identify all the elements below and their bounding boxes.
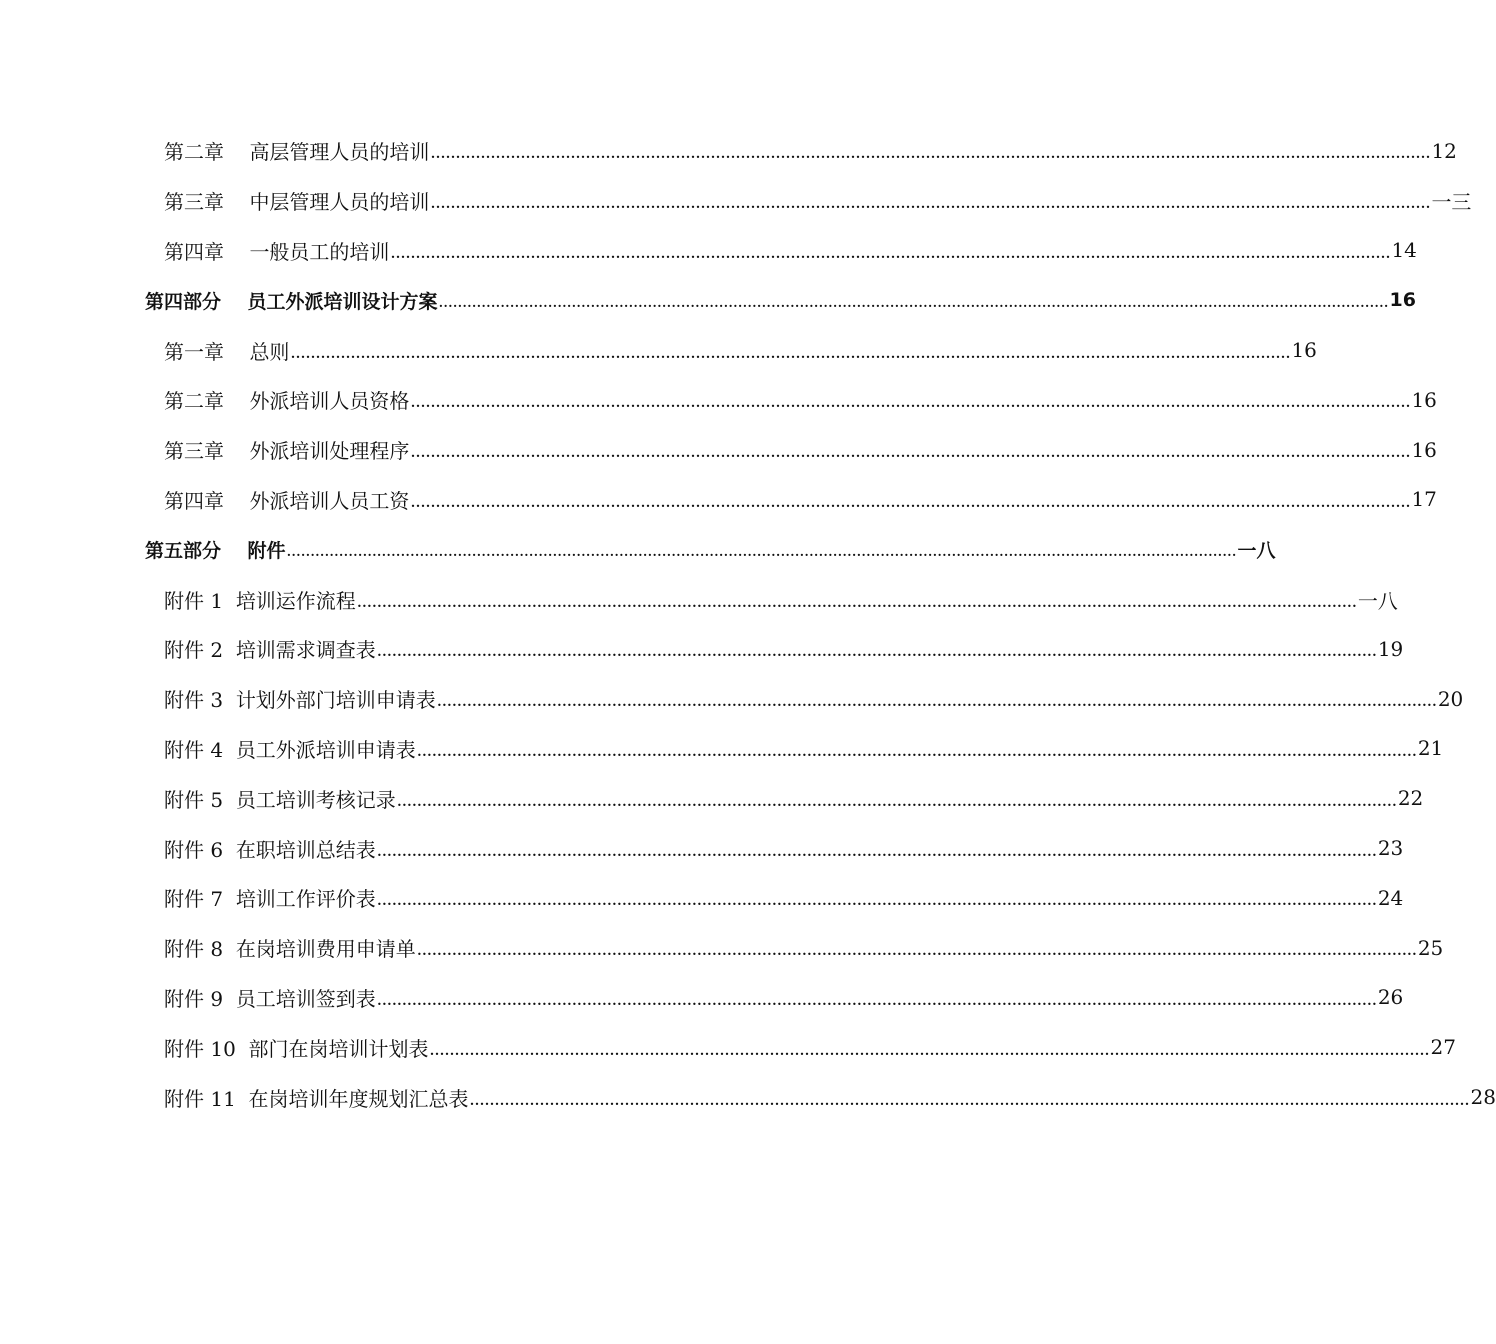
toc-entry-gap xyxy=(224,189,249,213)
toc-entry-gap xyxy=(221,289,247,311)
toc-entry[interactable] xyxy=(0,1022,1456,1072)
toc-entry-title: 员工培训签到表 xyxy=(235,986,376,1011)
toc-entry-label: 附件 7 xyxy=(164,887,224,912)
toc-entry-label: 附件 5 xyxy=(164,787,224,812)
toc-entry[interactable] xyxy=(0,724,1444,774)
toc-entry-gap xyxy=(221,538,247,560)
toc-leader-dots: ........................................................................................................................................................................................................ xyxy=(429,1037,1430,1060)
toc-page-number: 12 xyxy=(1431,138,1457,163)
toc-entry-gap xyxy=(224,388,249,412)
toc-entry[interactable] xyxy=(0,674,1464,724)
toc-entry[interactable] xyxy=(0,375,1437,425)
toc-entry-gap xyxy=(224,238,249,262)
toc-entry-title: 在职培训总结表 xyxy=(235,837,376,862)
toc-entry-title: 中层管理人员的培训 xyxy=(249,190,430,215)
toc-leader-dots: ........................................................................................................................................................................................................ xyxy=(410,440,1411,463)
toc-entry-label: 第二章 xyxy=(164,140,224,165)
toc-entry-gap xyxy=(223,886,236,910)
toc-entry-title: 总则 xyxy=(249,339,290,364)
toc-entry-title: 计划外部门培训申请表 xyxy=(235,688,436,713)
toc-part-entry[interactable] xyxy=(0,275,1416,325)
toc-entry-label: 附件 3 xyxy=(164,688,224,713)
toc-entry[interactable] xyxy=(0,873,1404,923)
toc-entry[interactable] xyxy=(0,226,1417,276)
toc-entry[interactable] xyxy=(0,325,1317,375)
toc-entry[interactable] xyxy=(0,126,1457,176)
toc-entry-label: 第一章 xyxy=(164,339,224,364)
toc-entry-title: 员工外派培训设计方案 xyxy=(247,290,438,313)
toc-entry-title: 部门在岗培训计划表 xyxy=(248,1036,429,1061)
toc-entry-gap xyxy=(223,985,236,1009)
toc-leader-dots: ........................................................................................................................................................................................................ xyxy=(436,689,1437,712)
toc-entry-gap xyxy=(224,487,249,511)
toc-entry-label: 附件 9 xyxy=(164,986,224,1011)
toc-entry-gap xyxy=(236,1085,249,1109)
toc-page-number: 27 xyxy=(1430,1035,1456,1060)
toc-page-number: 26 xyxy=(1377,985,1404,1010)
toc-entry-gap xyxy=(224,139,249,163)
toc-entry-title: 附件 xyxy=(247,539,286,562)
toc-page-number: 16 xyxy=(1411,437,1437,462)
toc-entry-gap xyxy=(223,786,236,810)
table-of-contents xyxy=(0,126,1496,1122)
toc-entry-title: 员工外派培训申请表 xyxy=(235,737,416,762)
toc-entry-label: 附件 4 xyxy=(164,737,224,762)
toc-page-number: 16 xyxy=(1411,387,1437,412)
toc-page-number: 16 xyxy=(1291,338,1317,363)
toc-entry-title: 员工培训考核记录 xyxy=(235,787,396,812)
toc-entry-title: 培训需求调查表 xyxy=(235,638,376,663)
toc-page-number: 一八 xyxy=(1357,588,1398,613)
toc-entry-gap xyxy=(223,836,236,860)
toc-leader-dots: ........................................................................................................................................................................................................ xyxy=(438,291,1389,313)
toc-leader-dots: ........................................................................................................................................................................................................ xyxy=(469,1087,1470,1110)
toc-leader-dots: ........................................................................................................................................................................................................ xyxy=(410,390,1411,413)
toc-part-entry[interactable] xyxy=(0,524,1276,574)
toc-entry[interactable] xyxy=(0,773,1424,823)
toc-entry-label: 附件 10 xyxy=(164,1036,236,1061)
toc-entry-title: 在岗培训费用申请单 xyxy=(235,937,416,962)
toc-leader-dots: ........................................................................................................................................................................................................ xyxy=(416,938,1417,961)
toc-page-number: 23 xyxy=(1377,836,1404,861)
toc-entry-label: 第四部分 xyxy=(145,290,222,313)
toc-leader-dots: ........................................................................................................................................................................................................ xyxy=(416,738,1417,761)
toc-entry[interactable] xyxy=(0,973,1404,1023)
toc-entry-label: 第二章 xyxy=(164,389,224,414)
toc-entry-title: 培训工作评价表 xyxy=(235,887,376,912)
toc-page-number: 17 xyxy=(1411,487,1437,512)
toc-entry-title: 一般员工的培训 xyxy=(249,239,390,264)
toc-entry-gap xyxy=(223,936,236,960)
toc-entry-gap xyxy=(223,637,236,661)
toc-entry-label: 第四章 xyxy=(164,239,224,264)
toc-entry-label: 第五部分 xyxy=(145,539,222,562)
toc-page-number: 22 xyxy=(1397,786,1424,811)
toc-entry-label: 附件 2 xyxy=(164,638,224,663)
toc-leader-dots: ........................................................................................................................................................................................................ xyxy=(430,191,1431,214)
toc-page-number: 一八 xyxy=(1237,539,1276,562)
toc-entry[interactable] xyxy=(0,923,1444,973)
toc-page-number: 14 xyxy=(1391,238,1417,263)
toc-entry-title: 外派培训人员工资 xyxy=(249,488,410,513)
toc-page-number: 一三 xyxy=(1431,190,1472,215)
toc-leader-dots: ........................................................................................................................................................................................................ xyxy=(376,888,1377,911)
toc-entry-label: 附件 11 xyxy=(164,1086,236,1111)
toc-page-number: 19 xyxy=(1377,636,1404,661)
toc-leader-dots: ........................................................................................................................................................................................................ xyxy=(390,240,1391,263)
toc-page-number: 21 xyxy=(1417,736,1444,761)
toc-entry-gap xyxy=(224,338,249,362)
toc-page-number: 28 xyxy=(1470,1085,1496,1110)
toc-entry-gap xyxy=(223,587,236,611)
toc-page-number: 16 xyxy=(1389,289,1416,312)
toc-entry[interactable] xyxy=(0,574,1398,624)
toc-leader-dots: ........................................................................................................................................................................................................ xyxy=(376,838,1377,861)
toc-leader-dots: ........................................................................................................................................................................................................ xyxy=(376,639,1377,662)
toc-entry-gap xyxy=(223,736,236,760)
toc-entry-label: 附件 8 xyxy=(164,937,224,962)
toc-entry-label: 附件 1 xyxy=(164,588,224,613)
toc-entry-label: 第三章 xyxy=(164,439,224,464)
toc-page-number: 20 xyxy=(1437,686,1464,711)
toc-page-number: 25 xyxy=(1417,935,1444,960)
toc-leader-dots: ........................................................................................................................................................................................................ xyxy=(376,987,1377,1010)
toc-leader-dots: ........................................................................................................................................................................................................ xyxy=(286,540,1237,562)
toc-entry-title: 培训运作流程 xyxy=(235,588,356,613)
toc-entry-gap xyxy=(236,1035,249,1059)
toc-entry[interactable] xyxy=(0,624,1404,674)
toc-entry-title: 高层管理人员的培训 xyxy=(249,140,430,165)
toc-leader-dots: ........................................................................................................................................................................................................ xyxy=(290,340,1291,363)
toc-entry[interactable] xyxy=(0,425,1437,475)
toc-entry-label: 第四章 xyxy=(164,488,224,513)
toc-entry-label: 附件 6 xyxy=(164,837,224,862)
toc-page-number: 24 xyxy=(1377,885,1404,910)
toc-leader-dots: ........................................................................................................................................................................................................ xyxy=(430,141,1431,164)
toc-entry-label: 第三章 xyxy=(164,190,224,215)
toc-entry-title: 外派培训人员资格 xyxy=(249,389,410,414)
toc-leader-dots: ........................................................................................................................................................................................................ xyxy=(396,788,1397,811)
toc-entry[interactable] xyxy=(0,176,1472,226)
toc-leader-dots: ........................................................................................................................................................................................................ xyxy=(410,489,1411,512)
toc-entry-title: 外派培训处理程序 xyxy=(249,439,410,464)
toc-entry-gap xyxy=(223,687,236,711)
toc-leader-dots: ........................................................................................................................................................................................................ xyxy=(356,589,1357,612)
toc-entry-title: 在岗培训年度规划汇总表 xyxy=(248,1086,469,1111)
toc-entry[interactable] xyxy=(0,475,1437,525)
toc-entry-gap xyxy=(224,438,249,462)
toc-entry[interactable] xyxy=(0,1072,1496,1122)
toc-entry[interactable] xyxy=(0,823,1404,873)
